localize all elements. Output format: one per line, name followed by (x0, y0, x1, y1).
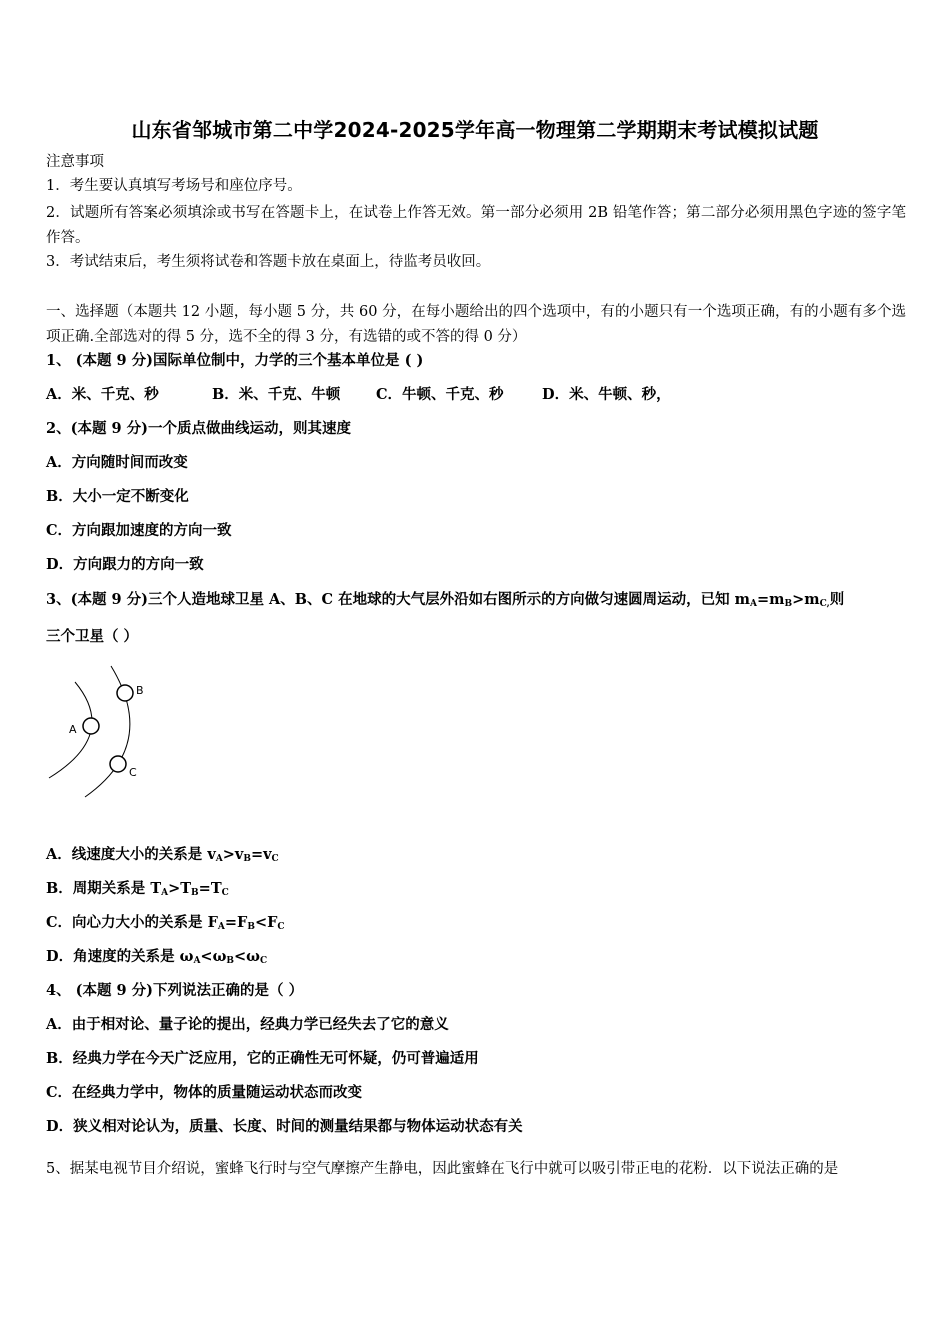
q3-v1: v (207, 846, 216, 863)
q3-opt-d-text: D．角速度的关系是 (46, 948, 180, 965)
q3-eq: = (757, 591, 770, 608)
q4-option-a: A．由于相对论、量子论的提出，经典力学已经失去了它的意义 (46, 1016, 449, 1033)
q3-sub-b: B (784, 599, 793, 609)
notice-item-2: 2．试题所有答案必须填涂或书写在答题卡上，在试卷上作答无效。第一部分必须用 2B 铅笔作答；第二部分必须用黑色字迹的签字笔作答。 (46, 205, 906, 246)
q3-v2: v (234, 846, 244, 863)
q3-f3: F (267, 914, 278, 931)
q2-option-a: A．方向随时间而改变 (46, 454, 188, 471)
q2-option-c: C．方向跟加速度的方向一致 (46, 522, 232, 539)
q3-opt-d-lt2: < (234, 948, 247, 965)
q3-stem (46, 590, 906, 614)
page-title: 山东省邹城市第二中学2024-2025学年高一物理第二学期期末考试模拟试题 (131, 118, 819, 142)
q3-t3-sub: C (221, 888, 229, 898)
q3-w3: ω (246, 948, 260, 965)
q3-t1-sub: A (161, 888, 169, 898)
q4-option-d: D．狭义相对论认为，质量、长度、时间的测量结果都与物体运动状态有关 (46, 1118, 523, 1135)
label-c: C (129, 766, 137, 779)
q3-w2-sub: B (226, 956, 234, 966)
satellite-a (83, 718, 99, 734)
satellite-b (117, 685, 133, 701)
q3-stem-text: 3、(本题 9 分)三个人造地球卫星 A、B、C 在地球的大气层外沿如右图所示的方向做匀速圆周运动，已知 m (46, 591, 751, 608)
q4-option-c: C．在经典力学中，物体的质量随运动状态而改变 (46, 1084, 363, 1101)
q3-f2-sub: B (247, 922, 255, 932)
q1-option-c: C．牛顿、千克、秒 (376, 386, 504, 403)
q5-stem: 5、据某电视节目介绍说，蜜蜂飞行时与空气摩擦产生静电，因此蜜蜂在飞行中就可以吸引带正电的花粉．以下说法正确的是 (46, 1161, 839, 1177)
q3-sub-c: C, (819, 599, 830, 609)
q3-f1-sub: A (217, 922, 225, 932)
q3-gt: > (792, 591, 805, 608)
q1-option-a: A．米、千克、秒 (46, 386, 159, 403)
q3-f2: F (237, 914, 248, 931)
q3-opt-b-gt: > (168, 880, 181, 897)
notice-item-1: 1．考生要认真填写考场号和座位序号。 (46, 178, 302, 194)
q1-stem: 1、 (本题 9 分)国际单位制中，力学的三个基本单位是 ( ) (46, 352, 424, 369)
q3-m-c: m (804, 591, 820, 608)
q3-sub-a: A (750, 599, 758, 609)
q3-w3-sub: C (259, 956, 268, 966)
q3-t2: T (180, 880, 192, 897)
q3-option-b (46, 879, 906, 903)
q3-opt-c-eq: = (224, 914, 238, 931)
q3-opt-a-eq: = (250, 846, 264, 863)
q3-v1-sub: A (215, 854, 223, 864)
q3-f1: F (207, 914, 218, 931)
q2-stem: 2、(本题 9 分)一个质点做曲线运动，则其速度 (46, 420, 351, 437)
q3-v3-sub: C (271, 854, 279, 864)
satellite-orbit-diagram (44, 660, 164, 805)
q3-v3: v (263, 846, 272, 863)
q3-option-d (46, 947, 906, 971)
q3-stem-line2: 三个卫星（ ） (46, 628, 139, 645)
q3-t2-sub: B (191, 888, 199, 898)
q3-opt-c-text: C．向心力大小的关系是 (46, 914, 208, 931)
notice-heading: 注意事项 (46, 154, 104, 170)
q2-option-d: D．方向跟力的方向一致 (46, 556, 204, 573)
q3-opt-a-text: A．线速度大小的关系是 (46, 846, 208, 863)
q3-option-c (46, 913, 906, 937)
q3-v2-sub: B (243, 854, 251, 864)
q3-f3-sub: C (277, 922, 285, 932)
section-heading: 一、选择题（本题共 12 小题，每小题 5 分，共 60 分，在每小题给出的四个选项中，有的小题只有一个选项正确，有的小题有多个选项正确.全部选对的得 5 分，选不全的得 3 分，有选错的或不答的得 0 分） (46, 304, 906, 345)
notice-item-3: 3．考试结束后，考生须将试卷和答题卡放在桌面上，待监考员收回。 (46, 254, 491, 270)
q3-w2: ω (212, 948, 227, 965)
q3-t1: T (150, 880, 162, 897)
q2-option-b: B．大小一定不断变化 (46, 488, 189, 505)
q1-option-d: D．米、牛顿、秒， (542, 386, 671, 403)
q3-opt-a-gt: > (222, 846, 235, 863)
satellite-c (110, 756, 126, 772)
q3-opt-c-lt: < (254, 914, 268, 931)
q3-w1: ω (179, 948, 194, 965)
q3-then: 则 (829, 591, 845, 608)
q1-options (46, 385, 906, 405)
q3-m-b: m (769, 591, 785, 608)
q3-opt-b-text: B．周期关系是 (46, 880, 151, 897)
q3-option-a (46, 845, 906, 869)
q3-opt-d-lt1: < (200, 948, 213, 965)
q1-option-b: B．米、千克、牛顿 (212, 386, 341, 403)
q4-option-b: B．经典力学在今天广泛应用，它的正确性无可怀疑，仍可普遍适用 (46, 1050, 479, 1067)
q3-opt-b-eq: = (198, 880, 211, 897)
q3-w1-sub: A (193, 956, 201, 966)
q3-t3: T (210, 880, 222, 897)
label-a: A (69, 723, 77, 736)
q4-stem: 4、 (本题 9 分)下列说法正确的是（ ） (46, 982, 304, 999)
label-b: B (136, 684, 144, 697)
